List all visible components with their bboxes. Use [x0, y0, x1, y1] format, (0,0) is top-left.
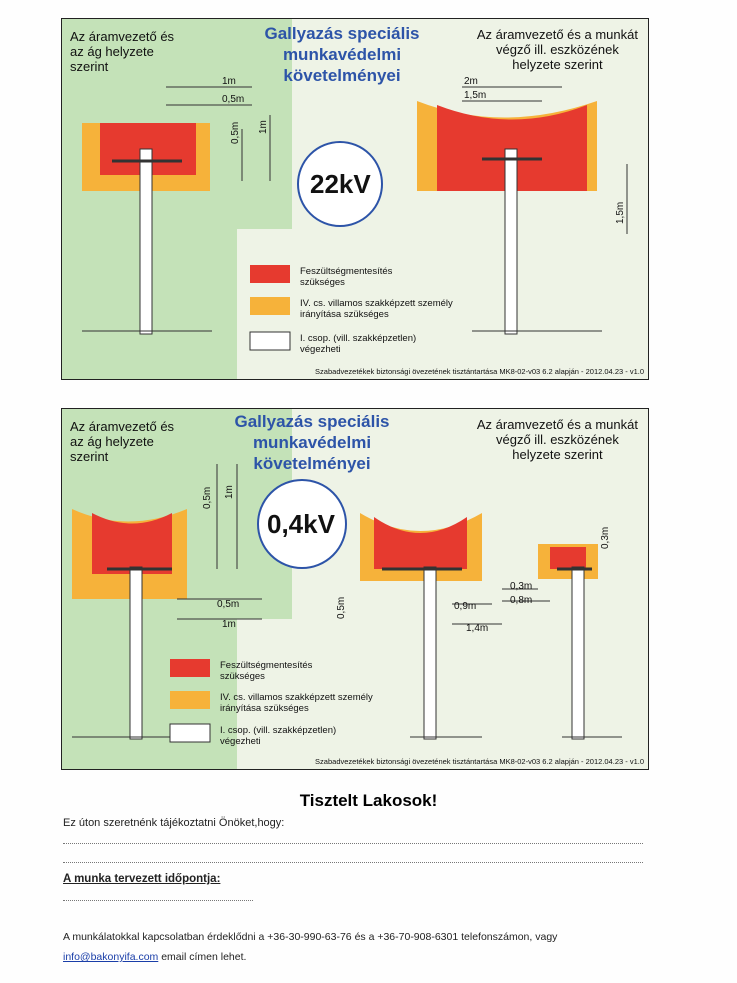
email-link[interactable]: info@bakonyifa.com [63, 951, 159, 963]
contact-line [63, 951, 246, 963]
right-label: Az áramvezető és a munkát végző ill. eszközének helyzete szerint [476, 27, 638, 72]
dim-label: 0,5m [336, 596, 347, 619]
diagram-title: Gallyazás speciális munkavédelmi követelményei [234, 412, 390, 473]
legend-item: IV. cs. villamos szakképzett személy irányítása szükséges [220, 692, 373, 714]
dim-label: 0,5m [222, 94, 245, 105]
dim-label: 0,5m [230, 121, 241, 144]
dim-label: 0,3m [510, 581, 533, 592]
planned-date-label: A munka tervezett időpontja: [63, 873, 221, 885]
dim-label: 1,4m [466, 623, 489, 634]
dim-label: 1m [222, 619, 236, 630]
dim-label: 1,5m [615, 201, 626, 224]
blank-line [63, 862, 643, 863]
contact-text: A munkálatokkal kapcsolatban érdeklődni a +36-30-990-63-76 és a +36-70-908-6301 telefonszámon, vagy [63, 931, 558, 943]
dim-label: 0,5m [217, 599, 240, 610]
dim-label: 0,3m [600, 526, 611, 549]
dim-label: 1m [224, 485, 235, 499]
dim-label: 1m [258, 120, 269, 134]
diagram-22kv [61, 18, 649, 380]
dim-label: 2m [464, 76, 478, 87]
legend-item: I. csop. (vill. szakképzetlen) végezheti [220, 725, 337, 747]
diagram-04kv [61, 408, 649, 770]
dim-label: 0,8m [510, 595, 533, 606]
blank-line [63, 843, 643, 844]
legend-item: Feszültségmentesítés szükséges [220, 660, 313, 682]
diagram-footer: Szabadvezetékek biztonsági övezetének tisztántartása MK8-02-v03 6.2 alapján - 2012.04.23 - v1.0 [315, 757, 644, 766]
contact-suffix: email címen lehet. [158, 951, 247, 963]
legend-item: IV. cs. villamos szakképzett személy irányítása szükséges [300, 298, 453, 320]
legend-item: I. csop. (vill. szakképzetlen) végezheti [300, 333, 417, 355]
dim-label: 1,5m [464, 90, 487, 101]
notice-intro: Ez úton szeretnénk tájékoztatni Önöket,hogy: [63, 817, 285, 829]
voltage-label: 22kV [310, 169, 371, 199]
voltage-label: 0,4kV [267, 509, 335, 539]
dim-label: 1m [222, 76, 236, 87]
diagram-footer: Szabadvezetékek biztonsági övezetének tisztántartása MK8-02-v03 6.2 alapján - 2012.04.23 - v1.0 [315, 367, 644, 376]
left-label: Az áramvezető és az ág helyzete szerint [70, 29, 175, 74]
diagram-title: Gallyazás speciális munkavédelmi követelményei [264, 24, 420, 85]
dim-label: 0,9m [454, 601, 477, 612]
legend-item: Feszültségmentesítés szükséges [300, 266, 393, 288]
blank-line [63, 900, 253, 901]
notice-title: Tisztelt Lakosok! [299, 791, 438, 810]
dim-label: 0,5m [202, 486, 213, 509]
right-label: Az áramvezető és a munkát végző ill. eszközének helyzete szerint [476, 417, 638, 462]
left-label: Az áramvezető és az ág helyzete szerint [70, 419, 175, 464]
